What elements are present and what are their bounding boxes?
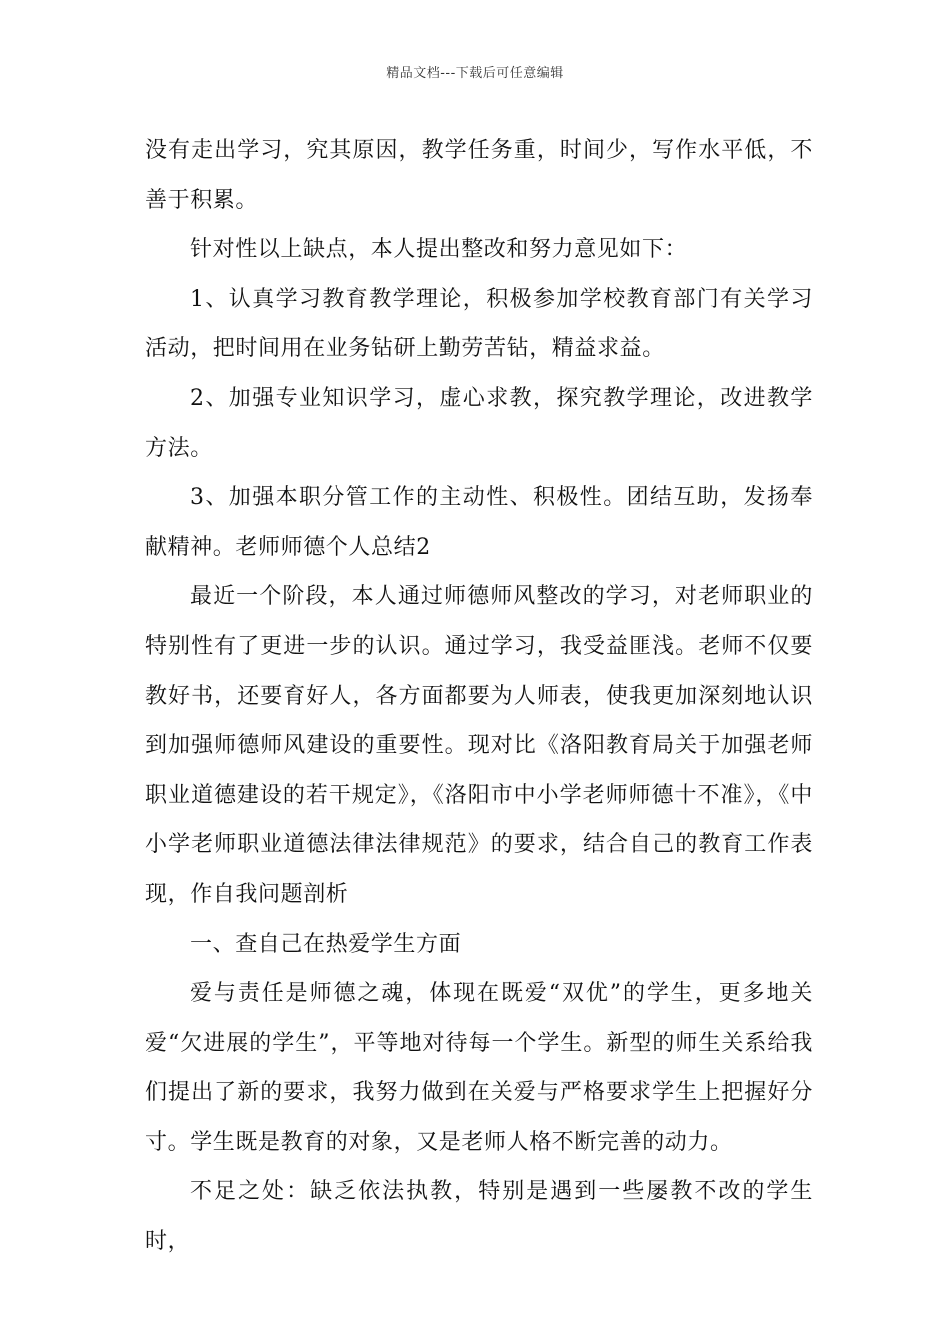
document-body xyxy=(145,126,813,1267)
paragraph: 2、加强专业知识学习，虚心求教，探究教学理论，改进教学方法。 xyxy=(145,385,813,461)
paragraph: 最近一个阶段，本人通过师德师风整改的学习，对老师职业的特别性有了更进一步的认识。通过学习，我受益匪浅。老师不仅要教好书，还要育好人，各方面都要为人师表，使我更加深刻地认识到加强师德师风建设的重要性。现对比《洛阳教育局关于加强老师职业道德建设的若干规定》，《洛阳市中小学老师师德十不准》，《中小学老师职业道德法律法律规范》的要求，结合自己的教育工作表现，作自我问题剖析 xyxy=(145,584,813,907)
paragraph: 3、加强本职分管工作的主动性、积极性。团结互助，发扬奉献精神。老师师德个人总结2 xyxy=(145,485,813,560)
paragraph: 针对性以上缺点，本人提出整改和努力意见如下： xyxy=(190,237,688,263)
section-heading: 一、查自己在热爱学生方面 xyxy=(190,931,462,957)
paragraph: 不足之处：缺乏依法执教，特别是遇到一些屡教不改的学生时， xyxy=(145,1179,813,1255)
paragraph: 1、认真学习教育教学理论，积极参加学校教育部门有关学习活动，把时间用在业务钻研上勤劳苦钻，精益求益。 xyxy=(145,286,813,362)
paragraph: 没有走出学习，究其原因，教学任务重，时间少，写作水平低，不善于积累。 xyxy=(145,138,813,213)
paragraph: 爱与责任是师德之魂，体现在既爱“双优”的学生，更多地关爱“欠进展的学生”，平等地对待每一个学生。新型的师生关系给我们提出了新的要求，我努力做到在关爱与严格要求学生上把握好分寸。学生既是教育的对象，又是老师人格不断完善的动力。 xyxy=(145,981,813,1155)
page-header: 精品文档---下载后可任意编辑 xyxy=(386,66,564,81)
